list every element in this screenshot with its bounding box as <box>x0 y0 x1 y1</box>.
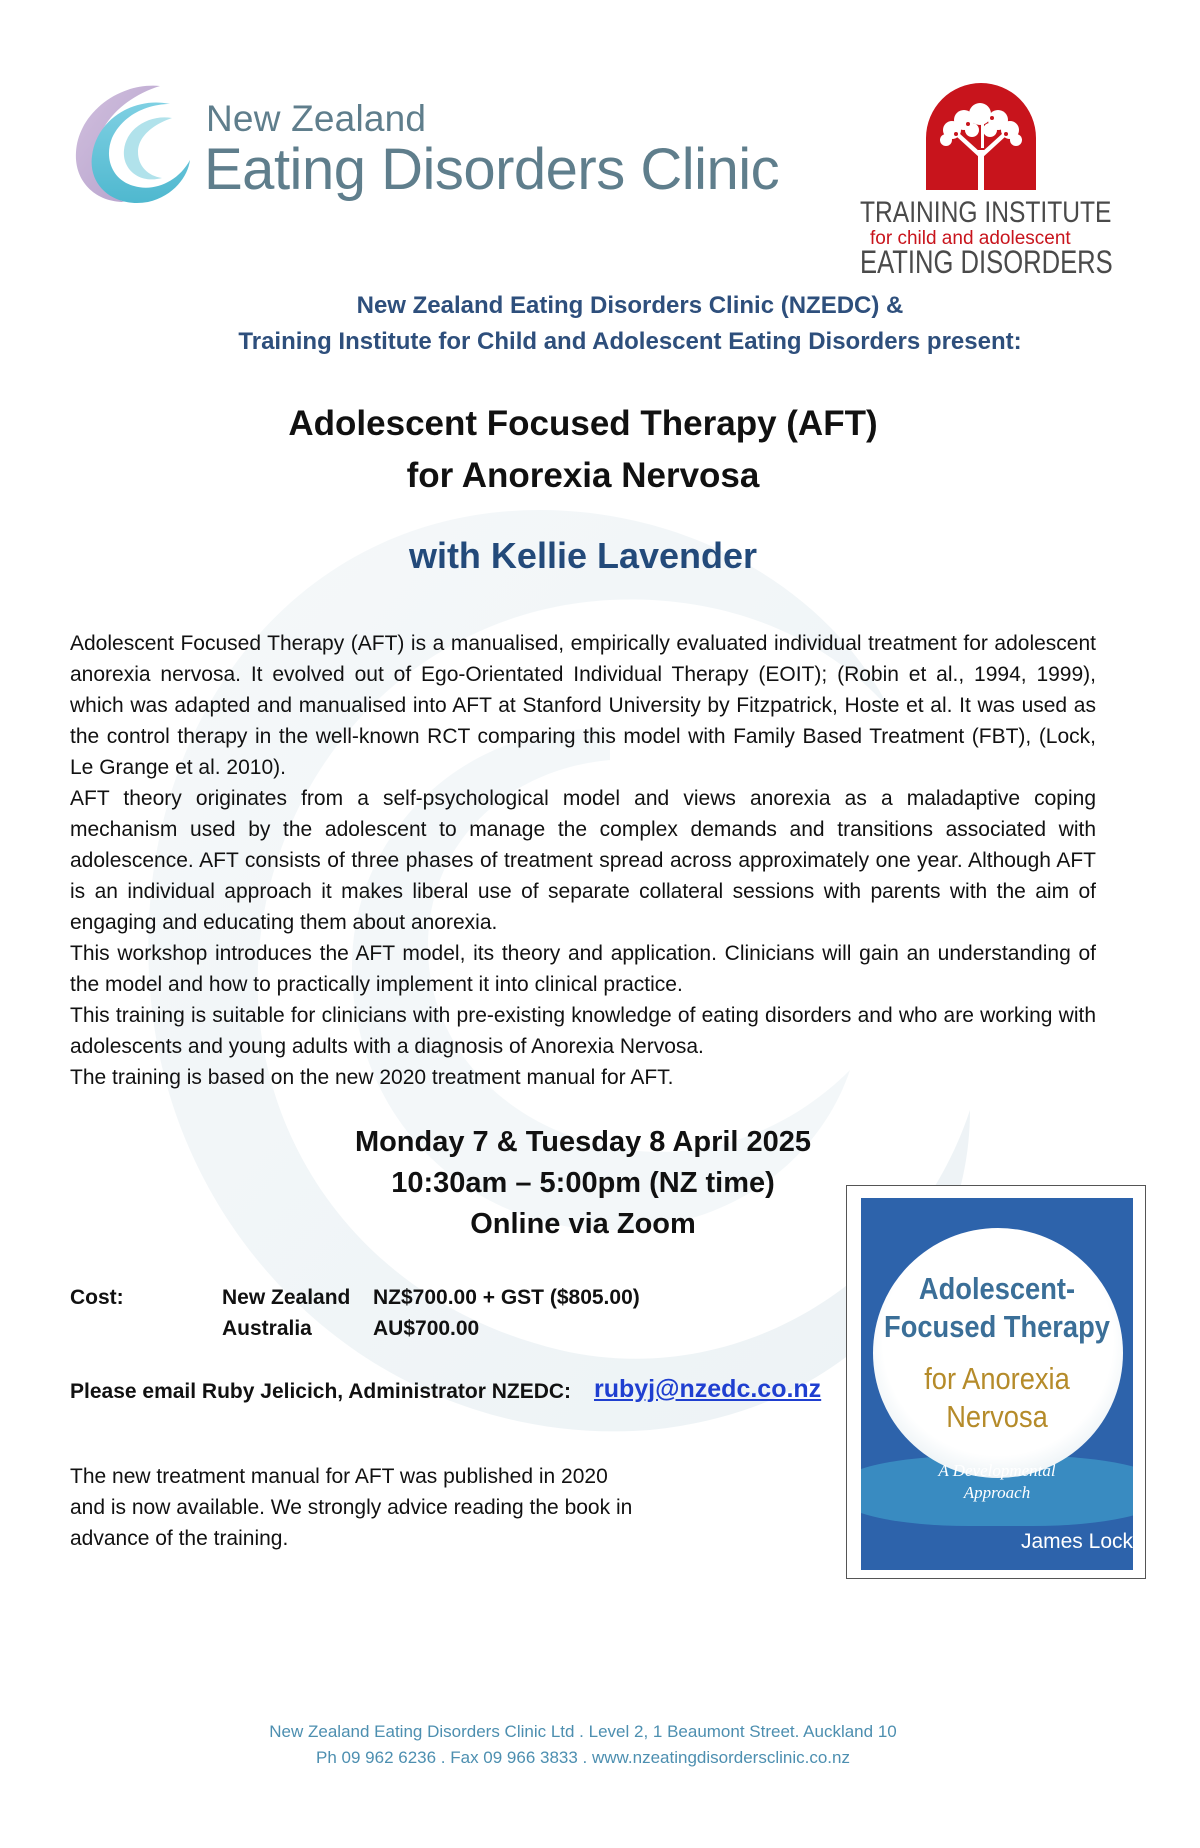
book-title-line: Nervosa <box>946 1399 1048 1434</box>
book-note-line: and is now available. We strongly advice reading the book in <box>70 1496 633 1519</box>
cost-price: AU$700.00 <box>373 1317 480 1340</box>
description-paragraph: This training is suitable for clinicians with pre-existing knowledge of eating disorders and who are working with adolescents and young adults with a diagnosis of Anorexia Nervosa. <box>70 1004 1096 1058</box>
book-cover <box>861 1198 1133 1570</box>
workshop-title <box>0 398 1166 502</box>
cost-label: Cost: <box>70 1286 124 1309</box>
contact-text: Please email Ruby Jelicich, Administrator NZEDC: <box>70 1380 572 1403</box>
cost-country: New Zealand <box>222 1286 351 1309</box>
book-title-main <box>877 1270 1116 1346</box>
book-title-line: for Anorexia <box>924 1361 1070 1396</box>
workshop-title-line2: for Anorexia Nervosa <box>406 456 760 495</box>
training-institute-line3: EATING DISORDERS <box>860 244 1113 280</box>
footer-address: New Zealand Eating Disorders Clinic Ltd . Level 2, 1 Beaumont Street. Auckland 10 <box>269 1722 897 1741</box>
event-time: 10:30am – 5:00pm (NZ time) <box>391 1167 775 1199</box>
description-paragraph: The training is based on the new 2020 treatment manual for AFT. <box>70 1066 674 1089</box>
book-subtitle-line: A Developmental <box>938 1461 1056 1480</box>
training-institute-line1: TRAINING INSTITUTE <box>860 196 1112 229</box>
book-title-line: Focused Therapy <box>884 1309 1110 1344</box>
description-paragraph: Adolescent Focused Therapy (AFT) is a manualised, empirically evaluated individual treatment for adolescent anorexia nervosa. It evolved out of Ego-Orientated Individual Therapy (EOIT); (Robin et al., 1994, 1999), which was adapted and manualised into AFT at Stanford University by Fitzpatrick, Hoste et al. It was used as the control therapy in the well-known RCT comparing this model with Family Based Treatment (FBT), (Lock, Le Grange et al. 2010). <box>70 632 1096 779</box>
description-paragraph: AFT theory originates from a self-psychological model and views anorexia as a maladaptive coping mechanism used by the adolescent to manage the complex demands and transitions associated with adolescence. AFT consists of three phases of treatment spread across approximately one year. Although AFT is an individual approach it makes liberal use of separate collateral sessions with parents with the aim of engaging and educating them about anorexia. <box>70 787 1096 934</box>
nzedc-logo-line2: Eating Disorders Clinic <box>204 137 780 202</box>
footer-contact: Ph 09 962 6236 . Fax 09 966 3833 . www.nzeatingdisordersclinic.co.nz <box>316 1748 850 1767</box>
presenters-line1: New Zealand Eating Disorders Clinic (NZEDC) & <box>356 292 904 319</box>
tree-logo-icon <box>922 78 1040 196</box>
workshop-title-line1: Adolescent Focused Therapy (AFT) <box>288 404 878 443</box>
book-title-secondary <box>877 1360 1116 1436</box>
nzedc-logo-line1: New Zealand <box>206 98 427 139</box>
book-subtitle <box>861 1460 1133 1504</box>
book-note-line: The new treatment manual for AFT was published in 2020 <box>70 1465 608 1488</box>
training-institute-logo <box>860 78 1113 288</box>
presenters-heading <box>0 288 1200 360</box>
book-note-line: advance of the training. <box>70 1527 289 1550</box>
book-title-line: Adolescent- <box>918 1271 1076 1306</box>
cost-price: NZ$700.00 + GST ($805.00) <box>373 1286 640 1309</box>
training-institute-line2: for child and adolescent <box>870 228 1071 249</box>
event-dates: Monday 7 & Tuesday 8 April 2025 <box>354 1126 812 1158</box>
nzedc-swirl-logo-icon <box>68 78 198 208</box>
book-cover-circle <box>873 1228 1123 1478</box>
contact-email-link[interactable]: rubyj@nzedc.co.nz <box>594 1375 822 1403</box>
description <box>70 628 1096 1093</box>
presenter-name: with Kellie Lavender <box>408 535 758 576</box>
cost-country: Australia <box>222 1317 312 1340</box>
book-cover-image <box>846 1185 1146 1579</box>
book-note <box>70 1461 710 1554</box>
nzedc-logo <box>68 78 780 208</box>
event-venue: Online via Zoom <box>470 1208 696 1240</box>
book-author: James Lock <box>1020 1530 1133 1553</box>
presenters-line2: Training Institute for Child and Adolescent Eating Disorders present: <box>238 328 1022 355</box>
description-paragraph: This workshop introduces the AFT model, its theory and application. Clinicians will gain an understanding of the model and how to practically implement it into clinical practice. <box>70 942 1096 996</box>
book-subtitle-line: Approach <box>963 1483 1031 1502</box>
